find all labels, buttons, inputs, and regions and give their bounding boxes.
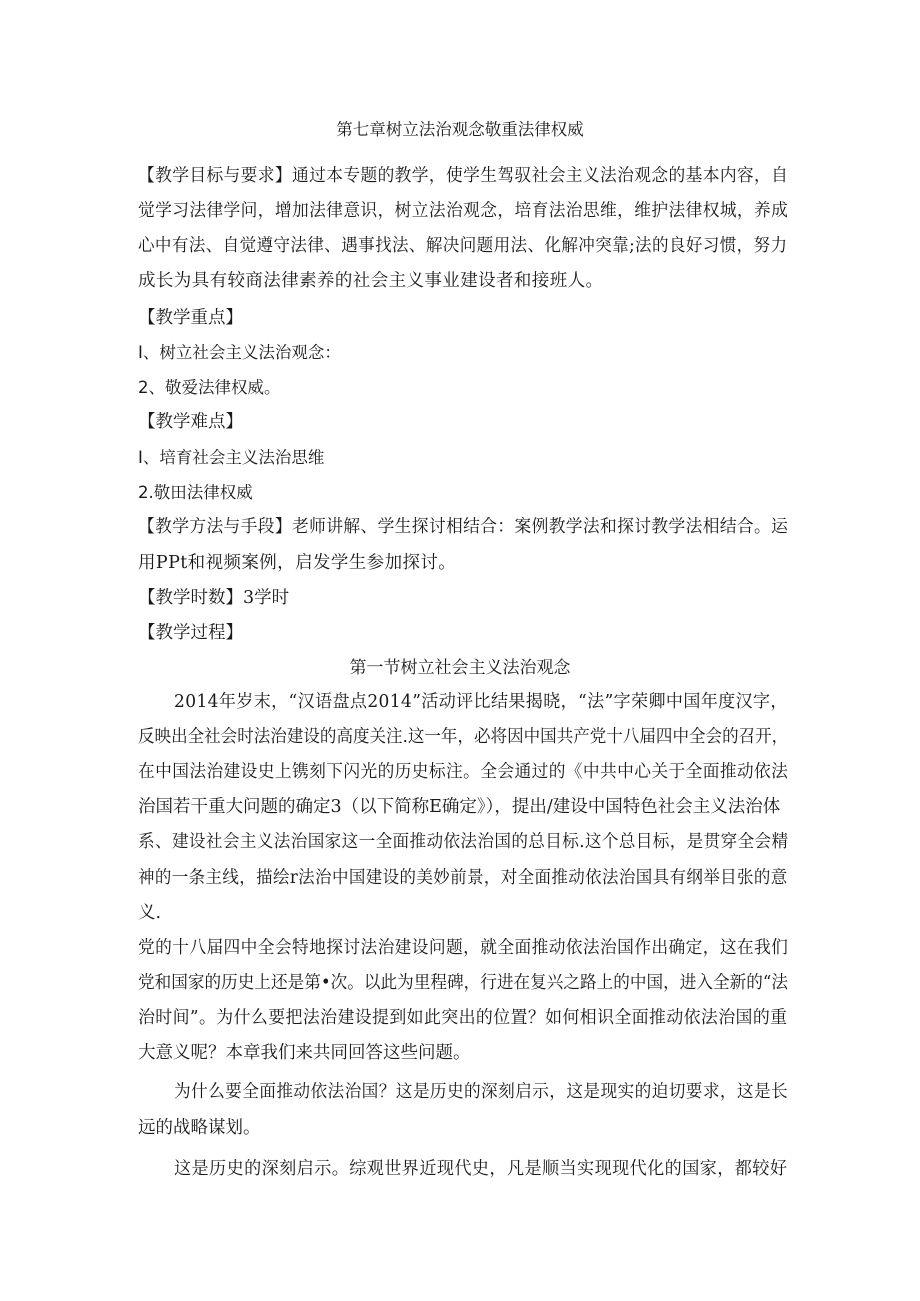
section-title: 第一节树立社会主义法治观念 bbox=[349, 658, 571, 678]
goal-line-4: 成长为具有较商法律素养的社会主义事业建设者和接班人。 bbox=[138, 271, 604, 291]
para1-line-4: 治国若干重大问题的确定3（以下简称E确定》），提出/建设中国特色社会主义法治体 bbox=[138, 797, 781, 817]
goal-line-1: 【教学目标与要求】通过本专题的教学，使学生驾驭社会主义法治观念的基本内容，自 bbox=[138, 166, 789, 186]
para1-line-6: 神的一条主线，描绘r法治中国建设的美妙前景，对全面推动依法治国具有纲举目张的意 bbox=[138, 868, 788, 888]
para3-line-1: 为什么要全面推动依法治国？这是历史的深刻启示，这是现实的迫切要求，这是长 bbox=[174, 1082, 789, 1102]
key-points-heading: 【教学重点】 bbox=[138, 308, 243, 328]
key-point-2: 2、敬爱法律权威。 bbox=[138, 378, 281, 397]
para2-line-2: 党和国家的历史上还是第•次。以此为里程碑，行进在复兴之路上的中国，进入全新的“法 bbox=[138, 973, 789, 993]
para1-line-7: 义. bbox=[138, 903, 162, 923]
process-heading: 【教学过程】 bbox=[138, 623, 243, 643]
difficulty-point-2: 2.敬田法律权威 bbox=[138, 483, 253, 502]
para1-line-2: 反映出全社会时法治建设的高度关注.这一年，必将因中国共产党十八届四中全会的召开， bbox=[138, 727, 789, 747]
method-line-2: 用PPt和视频案例，启发学生参加探讨。 bbox=[138, 553, 457, 573]
teaching-hours: 【教学时数】3学时 bbox=[138, 588, 290, 608]
para1-line-3: 在中国法治建设史上镌刻下闪光的历史标注。全会通过的《中共中心关于全面推动依法 bbox=[138, 762, 789, 782]
chapter-title: 第七章树立法治观念敬重法律权威 bbox=[336, 120, 584, 139]
key-point-1: I、树立社会主义法治观念： bbox=[138, 343, 341, 362]
difficulty-heading: 【教学难点】 bbox=[138, 412, 243, 432]
method-line-1: 【教学方法与手段】老师讲解、学生探讨相结合：案例教学法和探讨教学法相结合。运 bbox=[138, 517, 789, 537]
para2-line-3: 治时间”。为什么要把法治建设提到如此突出的位置？如何相识全面推动依法治国的重 bbox=[138, 1008, 788, 1028]
para1-line-1: 2014年岁末，“汉语盘点2014”活动评比结果揭晓，“法”字荣卿中国年度汉字， bbox=[174, 692, 788, 712]
difficulty-point-1: I、培育社会主义法治思维 bbox=[138, 448, 325, 467]
goal-line-3: 心中有法、自觉遵守法律、遇事找法、解决问题用法、化解冲突靠;法的良好习惯，努力 bbox=[138, 236, 788, 256]
goal-line-2: 觉学习法律学问，增加法律意识，树立法治观念，培育法治思维，维护法律权城，养成 bbox=[138, 201, 789, 221]
para2-line-4: 大意义呢？本章我们来共同回答这些问题。 bbox=[138, 1043, 471, 1063]
para4-line-1: 这是历史的深刻启示。综观世界近现代史，凡是顺当实现现代化的国家，都较好 bbox=[174, 1159, 788, 1179]
para3-line-2: 远的战略谋划。 bbox=[138, 1118, 261, 1138]
para1-line-5: 系、建设社会主义法治国家这一全面推动依法治国的总目标.这个总目标，是贯穿全会精 bbox=[138, 832, 789, 852]
para2-line-1: 党的十八届四中全会特地探讨法治建设问题，就全面推动依法治国作出确定，这在我们 bbox=[138, 938, 789, 958]
